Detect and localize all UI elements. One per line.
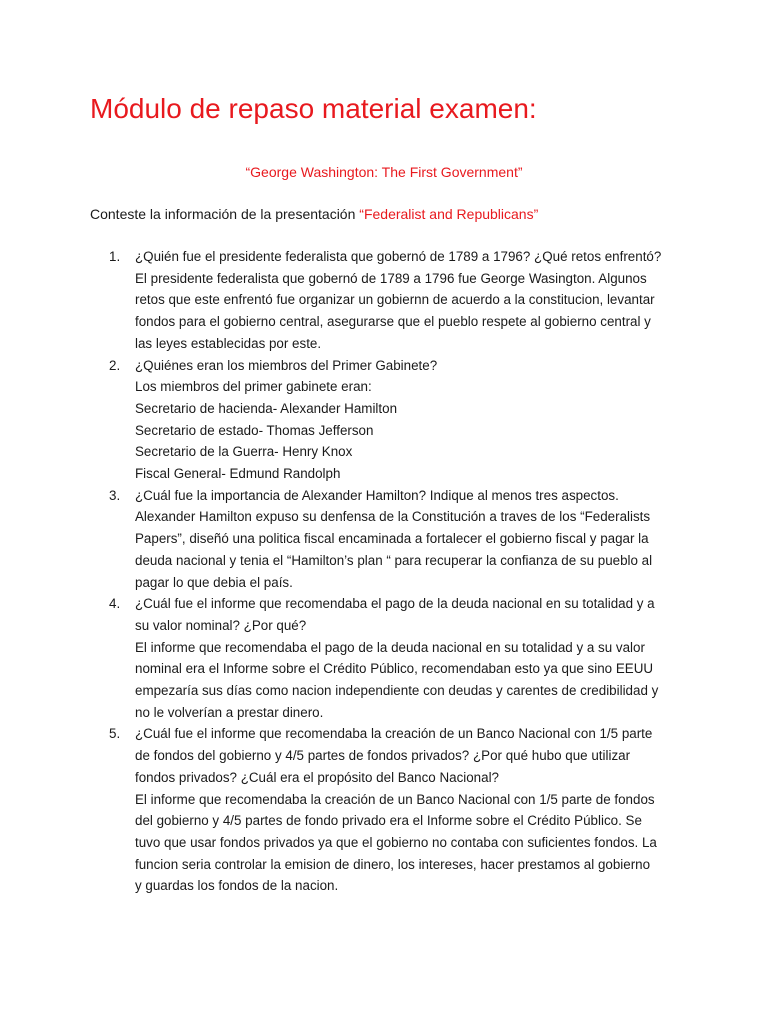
answer-text-line: y guardas los fondos de la nacion. <box>135 878 339 894</box>
answer-text-line: Secretario de estado- Thomas Jefferson <box>135 422 374 438</box>
document-subtitle: “George Washington: The First Government” <box>245 164 523 180</box>
answer-text-line: fondos privados? ¿Cuál era el propósito del Banco Nacional? <box>135 769 499 785</box>
question-number: 3. <box>109 487 121 503</box>
question-text-line: ¿Cuál fue la importancia de Alexander Hamilton? Indique al menos tres aspectos. <box>135 487 619 503</box>
answer-text-line: su valor nominal? ¿Por qué? <box>135 617 307 633</box>
question-item <box>90 593 680 723</box>
answer-text-line: El informe que recomendaba la creación de un Banco Nacional con 1/5 parte de fondos <box>135 791 655 807</box>
question-item <box>90 485 680 594</box>
answer-text-line: Secretario de la Guerra- Henry Knox <box>135 444 353 460</box>
question-item <box>90 355 680 485</box>
answer-text-line: tuvo que usar fondos privados ya que el gobierno no contaba con suficientes fondos. La <box>135 834 657 850</box>
question-list <box>90 246 680 897</box>
question-text-line: ¿Quiénes eran los miembros del Primer Gabinete? <box>135 357 438 373</box>
answer-text-line: Secretario de hacienda- Alexander Hamilton <box>135 400 398 416</box>
question-item <box>90 723 680 897</box>
answer-text-line: Fiscal General- Edmund Randolph <box>135 466 341 482</box>
answer-text-line: pagar lo que debia el país. <box>135 574 293 590</box>
question-number: 4. <box>109 596 121 612</box>
intro-text: Conteste la información de la presentación <box>90 206 360 222</box>
answer-text-line: empezaría sus días como nacion independiente con deudas y carentes de credibilidad y <box>135 683 659 699</box>
answer-text-line: El presidente federalista que gobernó de 1789 a 1796 fue George Wasington. Algunos <box>135 270 647 286</box>
document-title: Módulo de repaso material examen: <box>90 93 537 124</box>
answer-text-line: las leyes establecidas por este. <box>135 335 322 351</box>
answer-text-line: fondos para el gobierno central, asegurarse que el pueblo respete al gobierno central y <box>135 314 651 330</box>
answer-text-line: del gobierno y 4/5 partes de fondo privado era el Informe sobre el Crédito Público. Se <box>135 813 642 829</box>
answer-text-line: deuda nacional y tenia el “Hamilton’s plan “ para recuperar la confianza de su pueblo al <box>135 552 653 568</box>
presentation-title: “Federalist and Republicans” <box>359 206 539 222</box>
intro-instruction <box>90 204 538 224</box>
answer-text-line: El informe que recomendaba el pago de la deuda nacional en su totalidad y a su valor <box>135 639 645 655</box>
question-text-line: ¿Quién fue el presidente federalista que gobernó de 1789 a 1796? ¿Qué retos enfrentó? <box>135 249 662 264</box>
question-number: 2. <box>109 357 121 373</box>
question-number: 5. <box>109 726 121 742</box>
answer-text-line: Papers”, diseñó una politica fiscal encaminada a fortalecer el gobierno fiscal y pagar la <box>135 531 649 547</box>
answer-text-line: retos que este enfrentó fue organizar un gobiernn de acuerdo a la constitucion, levantar <box>135 292 655 308</box>
question-item <box>90 246 680 355</box>
answer-text-line: Los miembros del primer gabinete eran: <box>135 379 372 395</box>
answer-text-line: Alexander Hamilton expuso su denfensa de la Constitución a traves de los “Federalists <box>135 509 651 525</box>
question-text-line: ¿Cuál fue el informe que recomendaba el pago de la deuda nacional en su totalidad y a <box>135 596 655 612</box>
answer-text-line: nominal era el Informe sobre el Crédito Público, recomendaban esto ya que sino EEUU <box>135 661 654 677</box>
question-text-line: ¿Cuál fue el informe que recomendaba la creación de un Banco Nacional con 1/5 parte <box>135 726 653 742</box>
answer-text-line: funcion seria controlar la emision de dinero, los intereses, hacer prestamos al gobierno <box>135 856 651 872</box>
answer-text-line: no le volverían a prestar dinero. <box>135 704 324 720</box>
question-number: 1. <box>109 249 121 264</box>
answer-text-line: de fondos del gobierno y 4/5 partes de fondos privados? ¿Por qué hubo que utilizar <box>135 748 631 764</box>
